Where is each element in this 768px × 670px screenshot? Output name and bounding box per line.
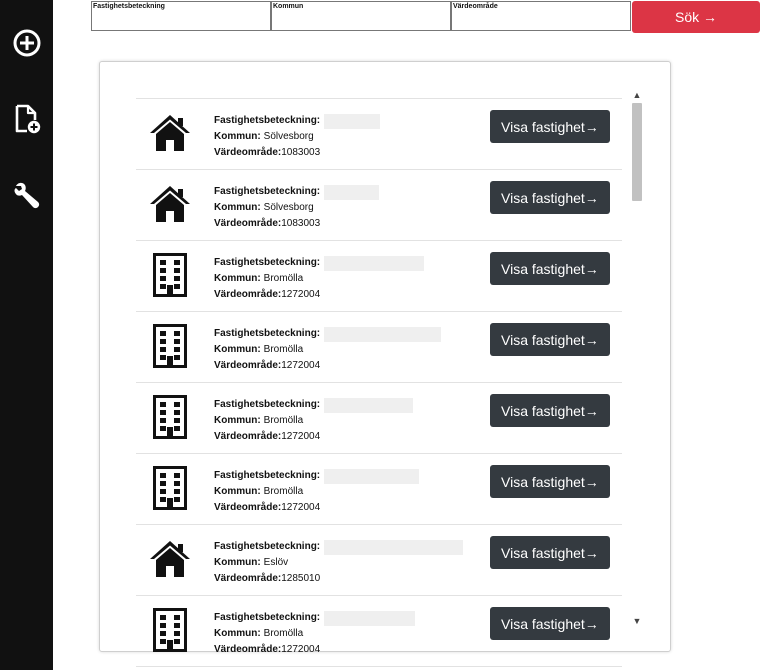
building-icon bbox=[146, 251, 194, 299]
results-list-viewport[interactable] bbox=[136, 98, 622, 655]
vardeomrade-label: Värdeområde: bbox=[214, 573, 282, 584]
kommun-value: Bromölla bbox=[263, 486, 304, 497]
beteckning-input[interactable] bbox=[92, 11, 270, 30]
add-circle-icon[interactable] bbox=[10, 26, 44, 60]
kommun-label: Kommun: bbox=[214, 131, 261, 142]
beteckning-value-redacted bbox=[324, 114, 380, 129]
vardeomrade-label: Värdeområde: bbox=[214, 431, 282, 442]
beteckning-value-redacted bbox=[324, 327, 441, 342]
kommun-value: Bromölla bbox=[263, 628, 304, 639]
kommun-label: Kommun: bbox=[214, 486, 261, 497]
vardeomrade-value: 1083003 bbox=[281, 218, 321, 229]
beteckning-value-redacted bbox=[324, 611, 415, 626]
result-info bbox=[214, 326, 441, 374]
building-icon bbox=[146, 322, 194, 370]
vardeomrade-value: 1272004 bbox=[281, 502, 321, 513]
building-icon bbox=[146, 464, 194, 512]
vardeomrade-label: Värdeområde: bbox=[214, 147, 282, 158]
kommun-value: Eslöv bbox=[263, 557, 289, 568]
add-file-icon[interactable] bbox=[10, 102, 44, 136]
kommun-label: Kommun bbox=[273, 3, 304, 10]
kommun-value: Sölvesborg bbox=[263, 202, 314, 213]
beteckning-value-redacted bbox=[324, 540, 463, 555]
results-panel bbox=[99, 61, 671, 655]
result-info bbox=[214, 113, 380, 161]
beteckning-label: Fastighetsbeteckning: bbox=[214, 541, 321, 552]
kommun-value: Bromölla bbox=[263, 344, 304, 355]
vardeomrade-input[interactable] bbox=[452, 11, 630, 30]
visa-fastighet-button[interactable]: Visa fastighet→ bbox=[490, 607, 610, 640]
visa-fastighet-button[interactable]: Visa fastighet→ bbox=[490, 394, 610, 427]
kommun-input[interactable] bbox=[272, 11, 450, 30]
vardeomrade-value: 1285010 bbox=[281, 573, 321, 584]
result-info bbox=[214, 255, 424, 303]
results-list bbox=[136, 98, 622, 667]
kommun-label: Kommun: bbox=[214, 415, 261, 426]
beteckning-label: Fastighetsbeteckning: bbox=[214, 115, 321, 126]
search-field-beteckning bbox=[91, 1, 271, 31]
scroll-thumb[interactable] bbox=[632, 103, 642, 201]
beteckning-value-redacted bbox=[324, 256, 424, 271]
vardeomrade-label: Värdeområde: bbox=[214, 289, 282, 300]
building-icon bbox=[146, 606, 194, 654]
result-info bbox=[214, 610, 415, 658]
kommun-value: Bromölla bbox=[263, 415, 304, 426]
visa-fastighet-button[interactable]: Visa fastighet→ bbox=[490, 465, 610, 498]
vardeomrade-value: 1272004 bbox=[281, 431, 321, 442]
result-row-7 bbox=[136, 525, 622, 596]
result-info bbox=[214, 468, 419, 516]
beteckning-value-redacted bbox=[324, 398, 413, 413]
beteckning-label: Fastighetsbeteckning: bbox=[214, 328, 321, 339]
result-row-8 bbox=[136, 596, 622, 667]
beteckning-value-redacted bbox=[324, 185, 379, 200]
visa-fastighet-button[interactable]: Visa fastighet→ bbox=[490, 252, 610, 285]
visa-fastighet-button[interactable]: Visa fastighet→ bbox=[490, 536, 610, 569]
result-row-2 bbox=[136, 170, 622, 241]
vardeomrade-value: 1272004 bbox=[281, 360, 321, 371]
kommun-value: Bromölla bbox=[263, 273, 304, 284]
kommun-label: Kommun: bbox=[214, 202, 261, 213]
vardeomrade-label: Värdeområde: bbox=[214, 360, 282, 371]
result-row-3 bbox=[136, 241, 622, 312]
result-row-6 bbox=[136, 454, 622, 525]
wrench-icon[interactable] bbox=[10, 178, 44, 212]
building-icon bbox=[146, 393, 194, 441]
vardeomrade-label: Värdeområde: bbox=[214, 502, 282, 513]
beteckning-label: Fastighetsbeteckning: bbox=[214, 257, 321, 268]
vardeomrade-label: Värdeområde: bbox=[214, 644, 282, 655]
result-row-5 bbox=[136, 383, 622, 454]
result-row-1 bbox=[136, 99, 622, 170]
house-icon bbox=[146, 180, 194, 228]
house-icon bbox=[146, 535, 194, 583]
beteckning-label: Fastighetsbeteckning: bbox=[214, 612, 321, 623]
beteckning-label: Fastighetsbeteckning bbox=[93, 3, 165, 10]
vardeomrade-value: 1272004 bbox=[281, 289, 321, 300]
house-icon bbox=[146, 109, 194, 157]
search-field-vardeomrade bbox=[451, 1, 631, 31]
visa-fastighet-button[interactable]: Visa fastighet→ bbox=[490, 110, 610, 143]
kommun-label: Kommun: bbox=[214, 273, 261, 284]
vardeomrade-value: 1083003 bbox=[281, 147, 321, 158]
beteckning-label: Fastighetsbeteckning: bbox=[214, 186, 321, 197]
search-button[interactable]: Sök → bbox=[632, 1, 760, 33]
beteckning-value-redacted bbox=[324, 469, 419, 484]
vardeomrade-value: 1272004 bbox=[281, 644, 321, 655]
kommun-label: Kommun: bbox=[214, 344, 261, 355]
result-info bbox=[214, 539, 463, 587]
sidebar bbox=[0, 0, 53, 670]
scrollbar[interactable] bbox=[630, 89, 644, 627]
search-field-kommun bbox=[271, 1, 451, 31]
beteckning-label: Fastighetsbeteckning: bbox=[214, 470, 321, 481]
kommun-label: Kommun: bbox=[214, 628, 261, 639]
vardeomrade-label: Värdeområde bbox=[453, 3, 498, 10]
visa-fastighet-button[interactable]: Visa fastighet→ bbox=[490, 181, 610, 214]
kommun-label: Kommun: bbox=[214, 557, 261, 568]
vardeomrade-label: Värdeområde: bbox=[214, 218, 282, 229]
result-info bbox=[214, 184, 379, 232]
beteckning-label: Fastighetsbeteckning: bbox=[214, 399, 321, 410]
kommun-value: Sölvesborg bbox=[263, 131, 314, 142]
result-info bbox=[214, 397, 413, 445]
visa-fastighet-button[interactable]: Visa fastighet→ bbox=[490, 323, 610, 356]
result-row-4 bbox=[136, 312, 622, 383]
scroll-up-icon[interactable]: ▲ bbox=[632, 90, 642, 100]
scroll-down-icon[interactable]: ▼ bbox=[632, 616, 642, 626]
